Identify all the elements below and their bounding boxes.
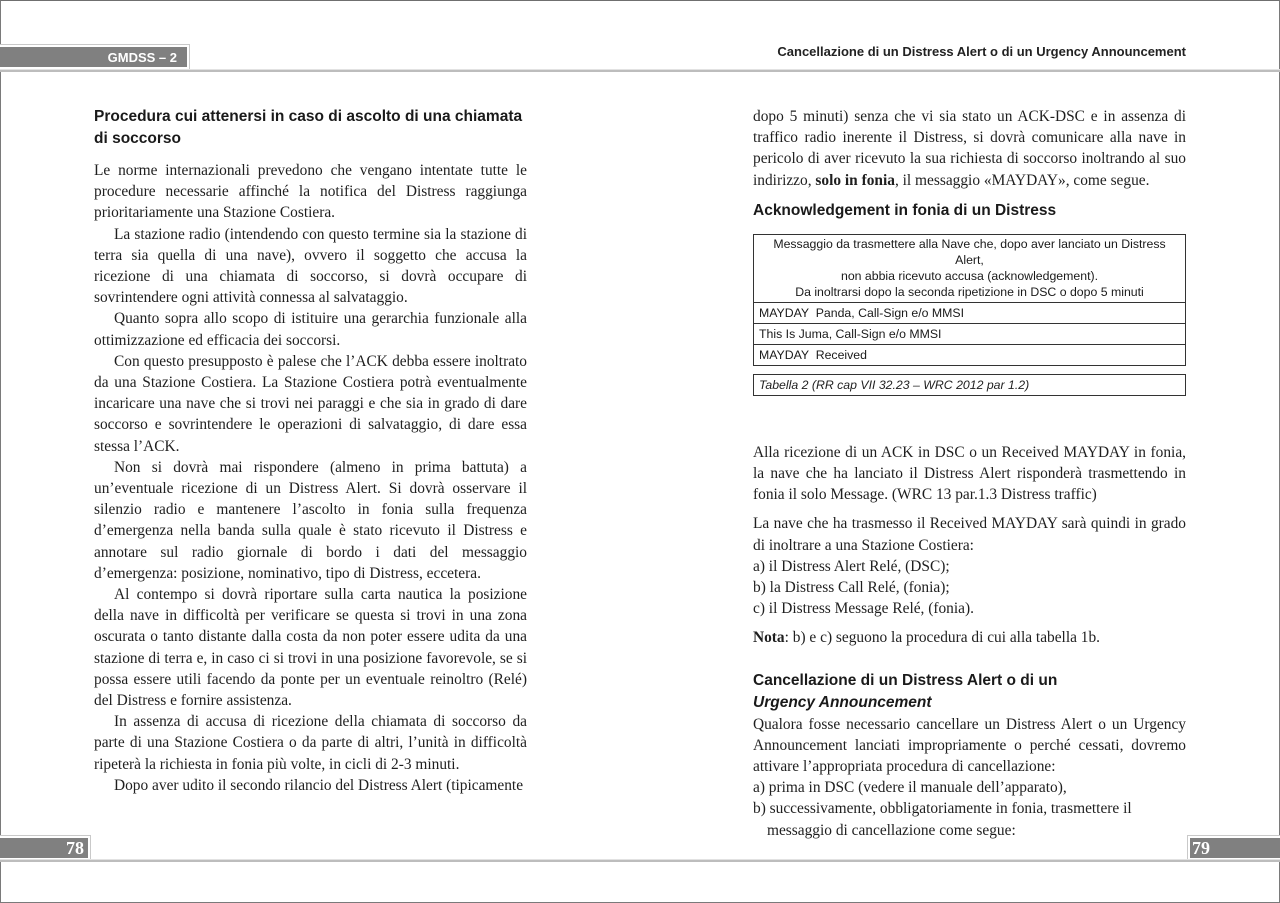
page-number-left-text: 78 [66,837,84,858]
paragraph: La stazione radio (intendendo con questo termine sia la stazione di terra sia quella di una nave), ovvero il soggetto che accusa la ricezione di una chiamata di soccorso, si dovrà occupare di sovrintendere ogni attività connessa al salvataggio. [94,225,527,307]
page-number-right-text: 79 [1192,837,1210,858]
paragraph: Non si dovrà mai rispondere (almeno in prima battuta) a un’eventuale ricezione di un Distress Alert. Si dovrà osservare il silenzio radio e mantenere l’ascolto in fonia sulla frequenza d’emergenza nella banda sulla quale è stato ricevuto il Distress e annotare sul radio giornale di bordo i dati del messaggio d’emergenza: posizione, nominativo, tipo di Distress, eccetera. [94,458,527,582]
left-page-body [94,106,527,796]
table-row [754,323,1186,344]
footer-rule [0,859,1280,862]
cancellation-list [753,777,1186,841]
running-title-left [0,47,187,67]
table-header-line: non abbia ricevuto accusa (acknowledgement). [840,268,1099,283]
table-header-line: Da inoltrarsi dopo la seconda ripetizione in DSC o dopo 5 minuti [795,284,1144,299]
list-item: b) la Distress Call Relé, (fonia); [753,579,950,597]
table-header-row [754,234,1186,302]
page-number-left [0,838,88,858]
continuation-paragraph [753,106,1186,191]
section-heading-acknowledgement: Acknowledgement in fonia di un Distress [753,201,1057,219]
paragraph-cancellation: Qualora fosse necessario cancellare un Distress Alert o un Urgency Announcement lanciati impropriamente o perché cessati, dovremo attivare l’appropriata procedura di cancellazione: [753,715,1186,776]
paragraph: Le norme internazionali prevedono che vengano intentate tutte le procedure necessarie affinché la notifica del Distress raggiunga prioritariamente una Stazione Costiera. [94,162,527,222]
cancel-heading-line2: Urgency Announcement [753,693,932,711]
header-rule [0,69,1280,72]
continuation-tail: , il messaggio «MAYDAY», come segue. [894,171,1150,189]
acknowledgement-table [753,234,1186,366]
paragraph-relay-intro: La nave che ha trasmesso il Received MAYDAY sarà quindi in grado di inoltrare a una Stazione Costiera: [753,515,1186,554]
running-title-left-text: GMDSS – 2 [107,49,177,65]
note-text: : b) e c) seguono la procedura di cui alla tabella 1b. [784,629,1101,647]
list-item: a) il Distress Alert Relé, (DSC); [753,557,950,575]
paragraph: In assenza di accusa di ricezione della chiamata di soccorso da parte di una Stazione Costiera o da parte di altri, l’unità in difficoltà ripeterà la richiesta in fonia più volte, in cicli di 2-3 minuti. [94,713,527,773]
paragraph: Dopo aver udito il secondo rilancio del Distress Alert (tipicamente [114,776,524,794]
table-row [754,344,1186,365]
relay-list [753,556,1186,620]
paragraph: Al contempo si dovrà riportare sulla carta nautica la posizione della nave in difficoltà per verificare se questa si trovi in una zona oscurata o tanto distante dalla costa da non poter essere udita da una stazione di terra e, in caso ci si trovi in una posizione favorevole, se si possa essere utili facendo da ponte per un eventuale reinoltro (Relé) del Distress e fornire assistenza. [94,586,527,710]
list-item: b) successivamente, obbligatoriamente in fonia, trasmettere il messaggio di cancellazione come segue: [753,800,1132,839]
list-item: c) il Distress Message Relé, (fonia). [753,600,974,618]
table-cell: MAYDAY Panda, Call-Sign e/o MMSI [754,302,1186,323]
table-header-line: Messaggio da trasmettere alla Nave che, dopo aver lanciato un Distress Alert, [773,236,1166,267]
section-heading-procedure: Procedura cui attenersi in caso di ascolto di una chiamata di soccorso [94,108,523,147]
table-caption: Tabella 2 (RR cap VII 32.23 – WRC 2012 par 1.2) [753,374,1186,396]
table-cell: This Is Juma, Call-Sign e/o MMSI [754,323,1186,344]
table-cell: MAYDAY Received [754,344,1186,365]
table-row [754,302,1186,323]
note-paragraph [753,627,1186,648]
paragraph: Quanto sopra allo scopo di istituire una gerarchia funzionale alla ottimizzazione ed efficacia dei soccorsi. [94,310,527,349]
note-label: Nota [753,629,785,647]
running-title-right: Cancellazione di un Distress Alert o di un Urgency Announcement [777,44,1186,59]
cancel-heading-line1: Cancellazione di un Distress Alert o di un [753,671,1058,689]
right-page-body [753,106,1186,841]
paragraph: Con questo presupposto è palese che l’ACK debba essere inoltrato da una Stazione Costiera. La Stazione Costiera potrà eventualmente incaricare una nave che si trovi nei paraggi e che sia in grado di dare soccorso e sovrintendere le operazioni di salvataggio, di dare essa stessa l’ACK. [94,352,527,455]
paragraph-reception: Alla ricezione di un ACK in DSC o un Received MAYDAY in fonia, la nave che ha lanciato il Distress Alert risponderà trasmettendo in fonia il solo Message. (WRC 13 par.1.3 Distress traffic) [753,443,1186,504]
continuation-text: dopo 5 minuti) senza che vi sia stato un ACK-DSC e in assenza di traffico radio inerente il Distress, si dovrà comunicare alla nave in pericolo di aver ricevuto la sua richiesta di soccorso inoltrando al suo indirizzo, [753,108,1186,189]
page-number-right [1190,838,1280,858]
list-item: a) prima in DSC (vedere il manuale dell’apparato), [753,779,1067,797]
section-heading-cancellation [753,670,1186,714]
continuation-bold: solo in fonia [815,171,895,189]
table-header-cell [754,234,1186,302]
